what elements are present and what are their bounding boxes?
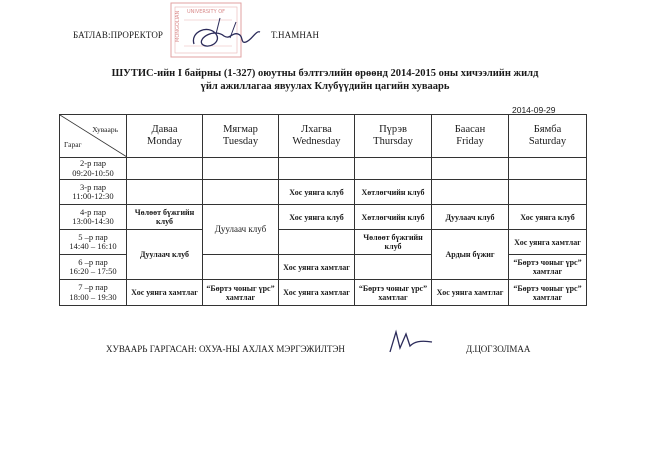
time-cell [60, 180, 127, 205]
day-en: Wednesday [292, 136, 341, 147]
table-row [60, 280, 587, 306]
period-time: 11:00-12:30 [72, 191, 114, 201]
schedule-cell: Хөтлөгчийн клуб [355, 205, 432, 230]
table-row [60, 180, 587, 205]
approval-name: Т.НАМНАН [271, 30, 320, 40]
day-header-tuesday [203, 115, 279, 158]
schedule-cell: Хос уянга хамтлаг [509, 230, 587, 255]
document-title [95, 67, 555, 93]
period-label: 6 –р пар [78, 256, 108, 267]
day-header-friday [432, 115, 509, 158]
empty-cell [279, 158, 355, 180]
empty-cell [355, 158, 432, 180]
empty-cell [432, 158, 509, 180]
footer-line [106, 344, 546, 354]
schedule-cell: Дуулаач клуб [432, 205, 509, 230]
day-mn: Лхагва [301, 124, 332, 135]
corner-bottom-label: Гараг [64, 139, 82, 149]
time-cell [60, 158, 127, 180]
svg-text:MONGOLIAN: MONGOLIAN [175, 10, 181, 42]
day-header-thursday [355, 115, 432, 158]
day-header-saturday [509, 115, 587, 158]
day-en: Thursday [373, 136, 413, 147]
empty-cell [509, 180, 587, 205]
empty-cell [355, 255, 432, 280]
period-label: 7 –р пар [78, 282, 108, 292]
period-time: 13:00-14:30 [72, 216, 114, 226]
schedule-cell: Ардын бүжиг [432, 230, 509, 280]
time-cell [60, 280, 127, 306]
footer-label: ХУВААРЬ ГАРГАСАН: ОХУА-НЫ АХЛАХ МЭРГЭЖИЛТЭН [106, 344, 345, 354]
title-line-2: үйл ажиллагаа явуулах Клубүүдийн цагийн хуваарь [200, 81, 450, 92]
empty-cell [509, 158, 587, 180]
period-label: 5 –р пар [78, 231, 108, 242]
schedule-cell: Дуулаач клуб [127, 230, 203, 280]
corner-diagonal [60, 115, 127, 157]
day-header-monday [127, 115, 203, 158]
schedule-cell: Хос уянга хамтлаг [127, 280, 203, 306]
period-time: 16:20 – 17:50 [69, 266, 117, 276]
schedule-cell: Хос уянга клуб [509, 205, 587, 230]
empty-cell [127, 158, 203, 180]
day-en: Tuesday [222, 136, 259, 147]
day-mn: Мягмар [223, 124, 258, 135]
schedule-cell: Хос уянга хамтлаг [279, 280, 355, 306]
time-cell [60, 230, 127, 255]
schedule-cell: “Бөртэ чоныг үрс” хамтлаг [509, 280, 587, 306]
day-mn: Баасан [454, 124, 486, 135]
schedule-cell: Дуулаач клуб [203, 205, 279, 255]
schedule-cell: Хос уянга клуб [279, 205, 355, 230]
schedule-table [59, 114, 587, 306]
schedule-cell: Чөлөөт бүжгийн клуб [127, 205, 203, 230]
day-en: Monday [147, 136, 182, 147]
approval-label: БАТЛАВ:ПРОРЕКТОР [73, 30, 164, 40]
footer-name: Д.ЦОГЗОЛМАА [466, 344, 531, 354]
period-time: 09:20-10:50 [72, 167, 114, 178]
period-label: 4-р пар [79, 206, 107, 217]
day-en: Friday [456, 136, 484, 147]
table-row [60, 230, 587, 255]
schedule-cell: Хос уянга клуб [279, 180, 355, 205]
empty-cell [279, 230, 355, 255]
schedule-cell: “Бөртэ чоныг үрс” хамтлаг [355, 280, 432, 306]
period-time: 14:40 – 16:10 [69, 241, 117, 251]
rector-signature [186, 14, 266, 60]
empty-cell [203, 255, 279, 280]
header-row [60, 115, 587, 158]
day-mn: Бямба [533, 124, 562, 135]
time-cell [60, 255, 127, 280]
day-en: Saturday [528, 136, 567, 147]
empty-cell [203, 158, 279, 180]
time-cell [60, 205, 127, 230]
table-row [60, 205, 587, 230]
empty-cell [203, 180, 279, 205]
schedule-cell: “Бөртэ чоныг үрс” хамтлаг [203, 280, 279, 306]
title-line-1: ШУТИС-ийн I байрны (1-327) оюутны бэлтгэлийн өрөөнд 2014-2015 оны хичээлийн жилд [111, 68, 539, 79]
day-header-wednesday [279, 115, 355, 158]
period-label: 3-р пар [79, 181, 107, 192]
svg-text:UNIVERSITY OF: UNIVERSITY OF [186, 9, 226, 15]
schedule-cell: “Бөртэ чоныг үрс” хамтлаг [509, 255, 587, 280]
document-date: 2014-09-29 [512, 105, 556, 115]
corner-cell [60, 115, 127, 158]
approval-line [73, 30, 320, 40]
schedule-cell: Хос уянга хамтлаг [432, 280, 509, 306]
day-mn: Даваа [151, 124, 178, 135]
empty-cell [432, 180, 509, 205]
schedule-cell: Хос уянга хамтлаг [279, 255, 355, 280]
schedule-cell: Чөлөөт бүжгийн клуб [355, 230, 432, 255]
schedule-cell: Хөтлөгчийн клуб [355, 180, 432, 205]
period-label: 2-р пар [79, 158, 107, 168]
day-mn: Пүрэв [379, 124, 407, 135]
period-time: 18:00 – 19:30 [69, 291, 117, 302]
empty-cell [127, 180, 203, 205]
table-row [60, 158, 587, 180]
corner-top-label: Хуваарь [92, 125, 118, 134]
